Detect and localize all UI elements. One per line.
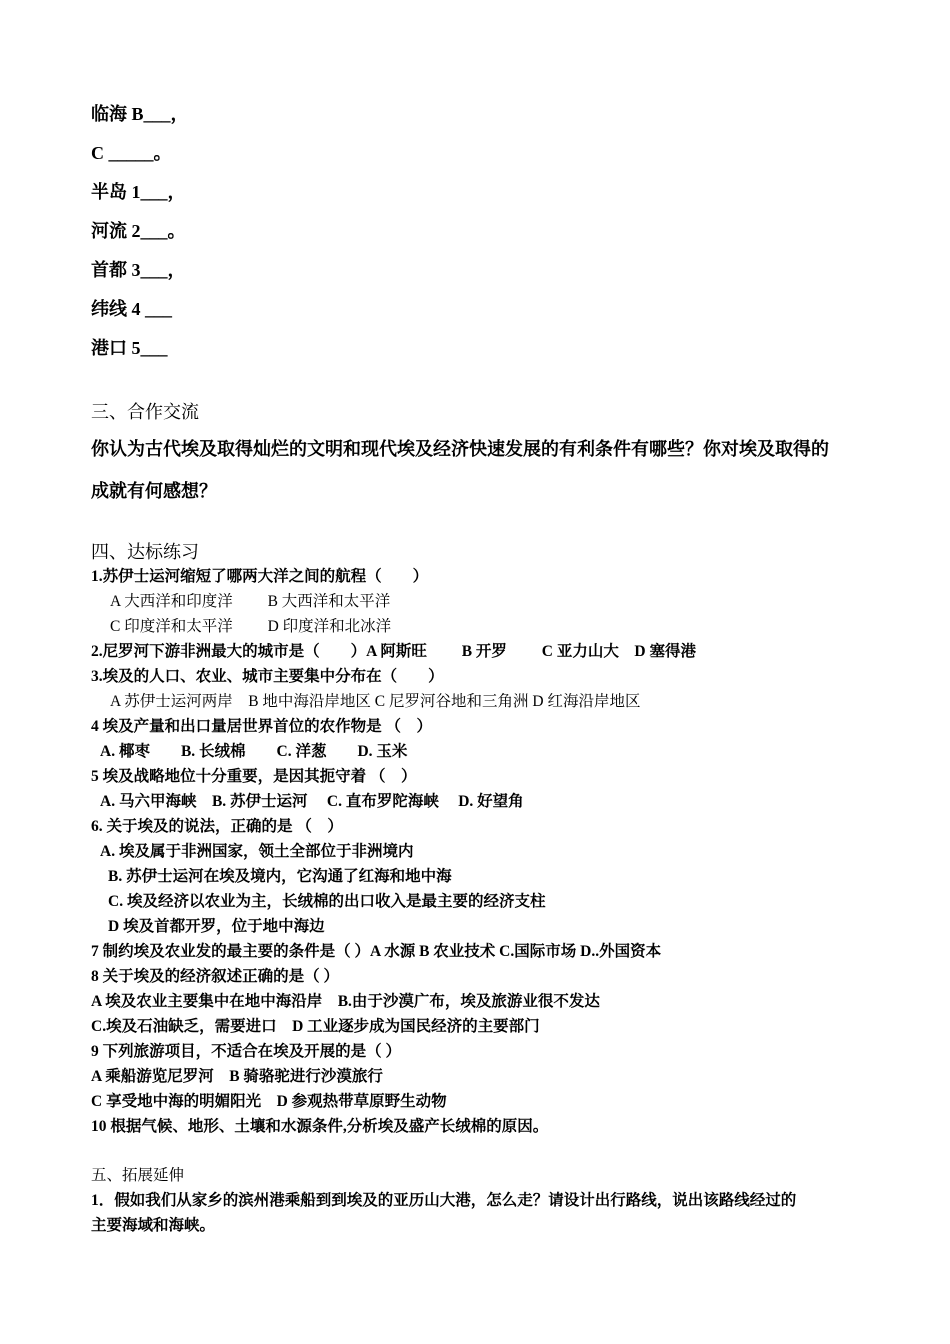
- q1: 1.苏伊士运河缩短了哪两大洋之间的航程（ ）: [91, 568, 429, 585]
- blank-peninsula-1: 半岛 1___，: [91, 182, 186, 202]
- blank-port-5: 港口 5___: [91, 338, 168, 358]
- blank-sea-b: 临海 B___，: [91, 104, 189, 124]
- q9-options-ab: A 乘船游览尼罗河 B 骑骆驼进行沙漠旅行: [91, 1068, 383, 1085]
- q3: 3.埃及的人口、农业、城市主要集中分布在（ ）: [91, 668, 444, 685]
- section3-question-line2: 成就有何感想？: [91, 481, 217, 501]
- q6: 6. 关于埃及的说法，正确的是 （ ）: [91, 818, 343, 835]
- section3-question-line1: 你认为古代埃及取得灿烂的文明和现代埃及经济快速发展的有利条件有哪些？你对埃及取得的: [91, 439, 829, 459]
- q4-options: A. 椰枣 B. 长绒棉 C. 洋葱 D. 玉米: [100, 743, 408, 760]
- blank-capital-3: 首都 3___，: [91, 260, 186, 280]
- section5-question-line2: 主要海域和海峡。: [91, 1217, 216, 1234]
- q6-option-b: B. 苏伊士运河在埃及境内，它沟通了红海和地中海: [108, 868, 452, 885]
- section5-heading: 五、拓展延伸: [91, 1167, 185, 1184]
- section5-question-line1: 1．假如我们从家乡的滨州港乘船到到埃及的亚历山大港，怎么走？请设计出行路线，说出该路线经过的: [91, 1192, 797, 1209]
- q3-options: A 苏伊士运河两岸 B 地中海沿岸地区 C 尼罗河谷地和三角洲 D 红海沿岸地区: [110, 693, 641, 710]
- q6-option-c: C. 埃及经济以农业为主，长绒棉的出口收入是最主要的经济支柱: [108, 893, 546, 910]
- q5: 5 埃及战略地位十分重要，是因其扼守着 （ ）: [91, 768, 417, 785]
- q6-option-d: D 埃及首都开罗，位于地中海边: [108, 918, 325, 935]
- q9: 9 下列旅游项目，不适合在埃及开展的是（ ）: [91, 1043, 402, 1060]
- q9-options-cd: C 享受地中海的明媚阳光 D 参观热带草原野生动物: [91, 1093, 447, 1110]
- q6-option-a: A. 埃及属于非洲国家，领土全部位于非洲境内: [100, 843, 414, 860]
- q7: 7 制约埃及农业发的最主要的条件是（ ）A 水源 B 农业技术 C.国际市场 D..外国资本: [91, 943, 662, 960]
- q5-options: A. 马六甲海峡 B. 苏伊士运河 C. 直布罗陀海峡 D. 好望角: [100, 793, 524, 810]
- q10: 10 根据气候、地形、土壤和水源条件,分析埃及盛产长绒棉的原因。: [91, 1118, 549, 1135]
- blank-river-2: 河流 2___。: [91, 221, 186, 241]
- q1-options-ab: A 大西洋和印度洋 B 大西洋和太平洋: [110, 593, 391, 610]
- blank-latitude-4: 纬线 4 ___: [91, 299, 172, 319]
- q1-options-cd: C 印度洋和太平洋 D 印度洋和北冰洋: [110, 618, 392, 635]
- section3-heading: 三、合作交流: [91, 402, 199, 422]
- q4: 4 埃及产量和出口量居世界首位的农作物是 （ ）: [91, 718, 433, 735]
- q2: 2.尼罗河下游非洲最大的城市是（ ）A 阿斯旺 B 开罗 C 亚力山大 D 塞得港: [91, 643, 696, 660]
- q8: 8 关于埃及的经济叙述正确的是（ ）: [91, 968, 340, 985]
- section4-heading: 四、达标练习: [91, 542, 199, 562]
- blank-c: C _____。: [91, 143, 172, 163]
- q8-options-cd: C.埃及石油缺乏，需要进口 D 工业逐步成为国民经济的主要部门: [91, 1018, 540, 1035]
- q8-options-ab: A 埃及农业主要集中在地中海沿岸 B.由于沙漠广布，埃及旅游业很不发达: [91, 993, 600, 1010]
